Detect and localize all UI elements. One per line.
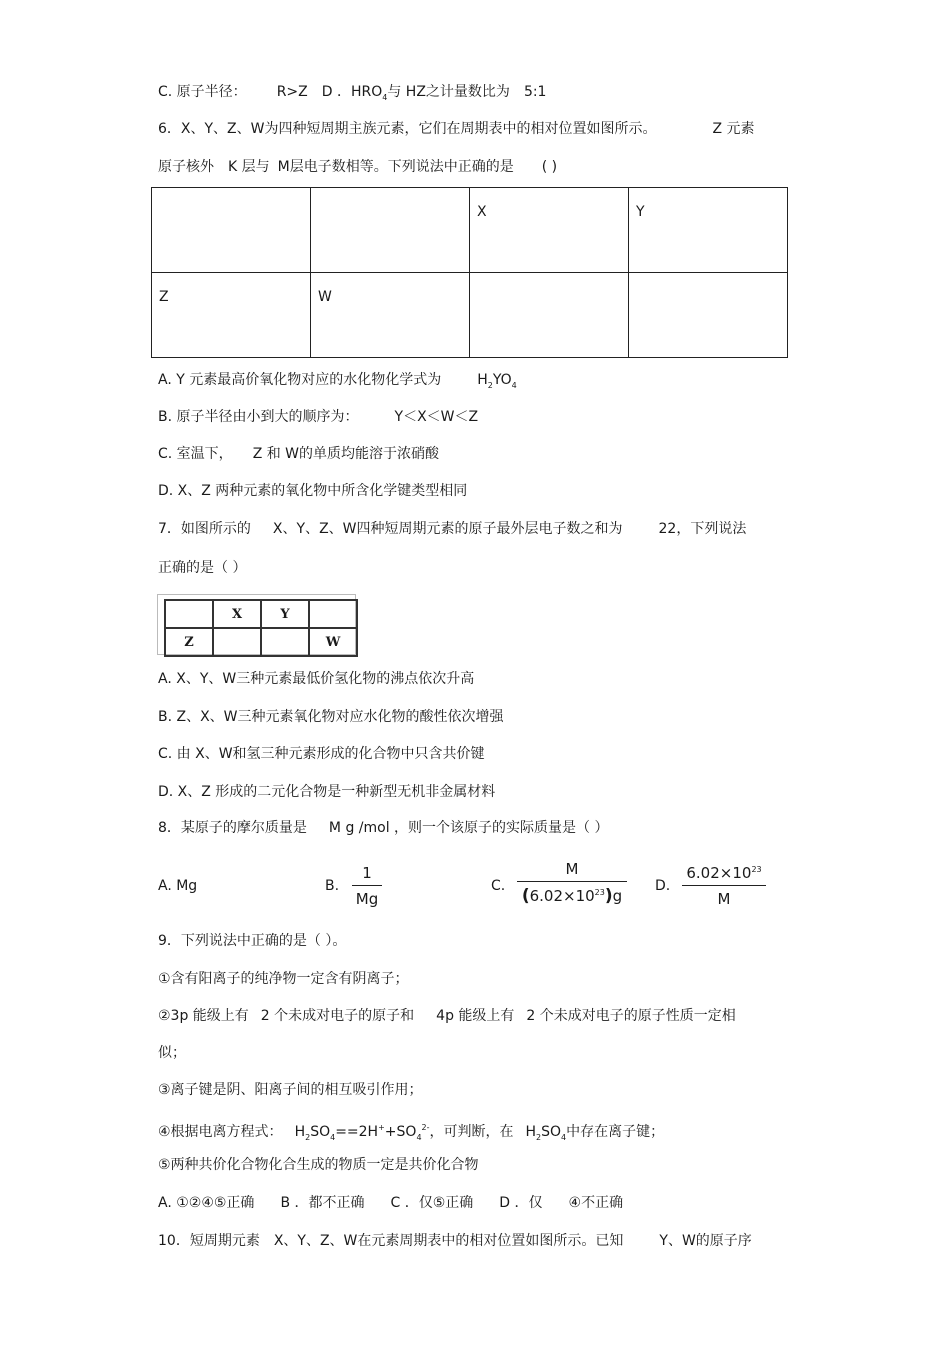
text: K 层与 xyxy=(228,159,270,175)
text: Y＜X＜W＜Z xyxy=(394,409,479,425)
q7-cell-x: X xyxy=(213,600,261,628)
q7-cell xyxy=(309,600,357,628)
formula: SO xyxy=(310,1124,331,1140)
q9-statement-4 xyxy=(158,1118,664,1148)
q7-cell xyxy=(165,600,213,628)
formula: YO xyxy=(492,372,512,388)
subscript: 4 xyxy=(330,1132,336,1142)
q9-option-d-text: ④不正确 xyxy=(568,1195,624,1211)
q6-option-c xyxy=(158,444,439,464)
q6-stem-line1 xyxy=(158,119,755,139)
q6-stem-end: Z 元素 xyxy=(712,121,755,137)
denominator: Mg xyxy=(355,890,379,908)
subscript: 2 xyxy=(536,1132,542,1142)
subscript: 2 xyxy=(305,1132,311,1142)
superscript: + xyxy=(378,1123,385,1132)
text: 原子核外 xyxy=(158,159,214,175)
option-d-text: 与 HZ之计量数比为 xyxy=(387,84,510,100)
q6-stem: 6．X、Y、Z、W为四种短周期主族元素，它们在周期表中的相对位置如图所示。 xyxy=(158,121,657,137)
q7-option-c: C. 由 X、W和氢三种元素形成的化合物中只含共价键 xyxy=(158,746,485,762)
q9-option-c: C ．仅⑤正确 xyxy=(390,1195,474,1211)
option-c: C. 原子半径： xyxy=(158,84,247,100)
exponent: 23 xyxy=(594,888,605,897)
option-d-value: 5:1 xyxy=(523,84,547,100)
text: 2 个未成对电子的原子和 xyxy=(260,1008,415,1024)
q9-statement-2-cont: 似； xyxy=(158,1045,186,1061)
text: 8．某原子的摩尔质量是 xyxy=(158,820,307,836)
text: 4p 能级上有 xyxy=(436,1008,515,1024)
q6-cell-z: Z xyxy=(152,273,311,358)
q7-stem-line2: 正确的是（ ） xyxy=(158,560,247,576)
q7-cell xyxy=(213,628,261,656)
formula: ==2H xyxy=(335,1124,379,1140)
superscript: 2- xyxy=(421,1123,430,1132)
numerator: M xyxy=(565,860,579,878)
subscript: 4 xyxy=(511,380,517,390)
q8-stem xyxy=(158,818,609,838)
text: Y、W的原子序 xyxy=(659,1233,752,1249)
q6-cell-y: Y xyxy=(629,188,788,273)
option-c-value: R>Z xyxy=(276,84,308,100)
text: M g /mol ，则一个该原子的实际质量是（ ） xyxy=(328,820,609,836)
q6-stem-line2 xyxy=(158,157,557,177)
numerator: 1 xyxy=(362,864,372,882)
text: 7．如图所示的 xyxy=(158,521,251,537)
q8-option-c-fraction xyxy=(517,860,627,906)
q9-statement-5: ⑤两种共价化合物化合生成的物质一定是共价化合物 xyxy=(158,1157,479,1173)
q7-cell-w: W xyxy=(309,628,357,656)
text: X、Y、Z、W四种短周期元素的原子最外层电子数之和为 xyxy=(272,521,623,537)
q7-cell-y: Y xyxy=(261,600,309,628)
q6-cell-x: X xyxy=(470,188,629,273)
q6-option-a xyxy=(158,370,517,396)
q9-statement-1: ①含有阳离子的纯净物一定含有阴离子； xyxy=(158,971,409,987)
q8-option-b-fraction xyxy=(352,864,382,908)
q8-option-c-label: C. xyxy=(491,878,506,894)
text: 10．短周期元素 xyxy=(158,1233,260,1249)
q9-statement-2 xyxy=(158,1006,736,1026)
text: 6.02×10 xyxy=(529,887,595,905)
q7-cell-z: Z xyxy=(165,628,213,656)
q9-options xyxy=(158,1193,623,1213)
q10-stem xyxy=(158,1231,752,1251)
subscript: 4 xyxy=(561,1132,567,1142)
text: ②3p 能级上有 xyxy=(158,1008,249,1024)
q6-cell xyxy=(152,188,311,273)
paren-open-glyph: ( xyxy=(521,886,530,906)
text: 2 个未成对电子的原子性质一定相 xyxy=(526,1008,736,1024)
subscript: 4 xyxy=(416,1132,422,1142)
q8-option-b-label: B. xyxy=(325,878,340,894)
text: ④根据电离方程式： xyxy=(158,1124,283,1140)
q9-stem: 9．下列说法中正确的是（ ）。 xyxy=(158,933,347,949)
subscript: 2 xyxy=(487,380,493,390)
formula: H xyxy=(525,1124,537,1140)
prev-options-line xyxy=(158,82,546,108)
q9-statement-3: ③离子键是阴、阳离子间的相互吸引作用； xyxy=(158,1082,423,1098)
q7-periodic-table xyxy=(164,599,358,657)
q6-cell xyxy=(470,273,629,358)
option-d: D ．HRO xyxy=(321,84,383,100)
q6-option-d: D. X、Z 两种元素的氧化物中所含化学键类型相同 xyxy=(158,483,468,499)
q9-option-a: A. ①②④⑤正确 xyxy=(158,1195,255,1211)
text: g xyxy=(612,887,623,905)
text: Z 和 W的单质均能溶于浓硝酸 xyxy=(252,446,440,462)
text: 6.02×10 xyxy=(686,864,752,882)
denominator: M xyxy=(717,890,731,908)
formula: +SO xyxy=(384,1124,417,1140)
q9-option-b: B ．都不正确 xyxy=(280,1195,365,1211)
q6-cell xyxy=(311,188,470,273)
numerator xyxy=(682,864,766,885)
text: A. Y 元素最高价氧化物对应的水化物化学式为 xyxy=(158,372,442,388)
q7-option-d: D. X、Z 形成的二元化合物是一种新型无机非金属材料 xyxy=(158,784,496,800)
q8-option-a: A. Mg xyxy=(158,878,198,894)
answer-paren: ( ) xyxy=(541,159,558,175)
text: X、Y、Z、W在元素周期表中的相对位置如图所示。已知 xyxy=(273,1233,624,1249)
q6-cell-w: W xyxy=(311,273,470,358)
formula: H xyxy=(294,1124,306,1140)
denominator xyxy=(517,882,627,906)
text: ，可判断，在 xyxy=(429,1124,514,1140)
q6-periodic-table xyxy=(151,187,788,358)
paren-close-glyph: ) xyxy=(604,886,613,906)
q7-cell xyxy=(261,628,309,656)
q6-cell xyxy=(629,273,788,358)
q6-option-b xyxy=(158,407,478,427)
q7-stem-line1 xyxy=(158,519,746,539)
text: B. 原子半径由小到大的顺序为： xyxy=(158,409,359,425)
formula: H xyxy=(477,372,488,388)
q8-option-d-fraction xyxy=(682,864,766,908)
q7-option-a: A. X、Y、W三种元素最低价氢化物的沸点依次升高 xyxy=(158,671,475,687)
text: 22，下列说法 xyxy=(658,521,747,537)
q9-option-d: D ．仅 xyxy=(499,1195,543,1211)
text: M层电子数相等。下列说法中正确的是 xyxy=(277,159,514,175)
subscript: 4 xyxy=(382,92,388,102)
text: 中存在离子键； xyxy=(566,1124,665,1140)
text: C. 室温下， xyxy=(158,446,233,462)
q8-option-d-label: D. xyxy=(655,878,671,894)
formula: SO xyxy=(541,1124,562,1140)
exponent: 23 xyxy=(751,865,762,874)
q7-option-b: B. Z、X、W三种元素氧化物对应水化物的酸性依次增强 xyxy=(158,709,504,725)
